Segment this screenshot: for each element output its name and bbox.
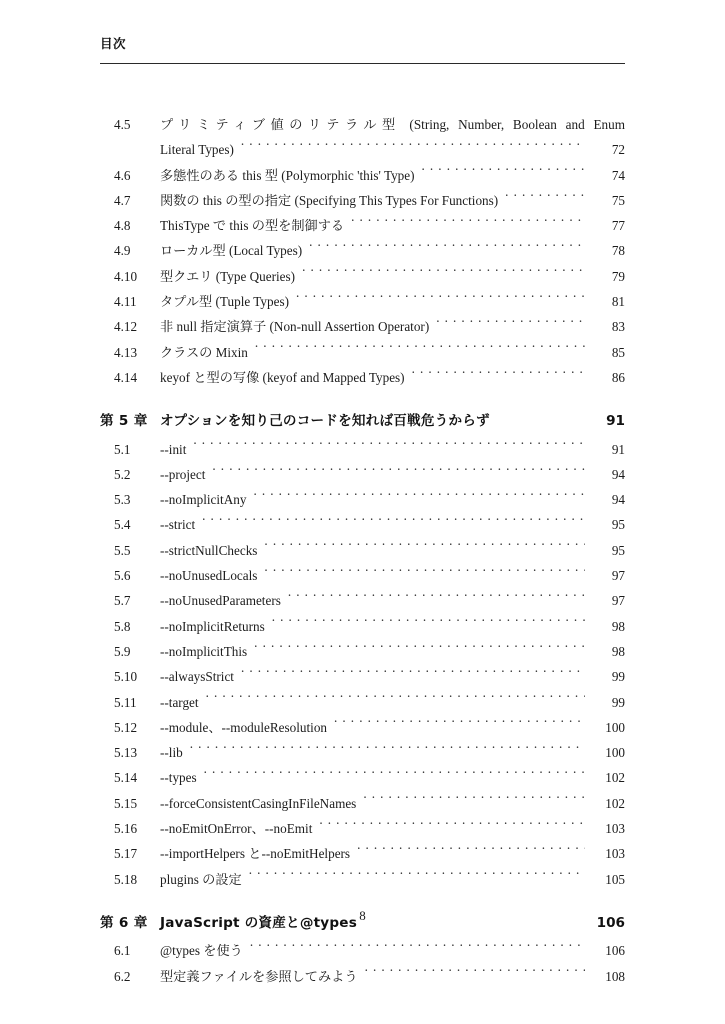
toc-section-entry[interactable]: [100, 664, 625, 689]
section-title: --strictNullChecks: [160, 542, 258, 558]
toc-spacer: [100, 390, 625, 409]
section-number: 5.2: [114, 466, 131, 482]
section-title-wrap: [160, 365, 585, 390]
section-page-number: 77: [611, 218, 625, 234]
section-page-number: 74: [611, 167, 625, 183]
section-title-wrap: [160, 487, 585, 512]
section-title: --noUnusedParameters: [160, 593, 281, 609]
section-title-line-2: [100, 137, 625, 162]
section-page-number: 98: [611, 618, 625, 634]
section-title-wrap: [160, 715, 585, 740]
section-number: 4.7: [114, 192, 131, 208]
chapter-title: オプションを知り己のコードを知れば百戦危うからず: [160, 413, 490, 430]
section-number: 5.7: [114, 593, 131, 609]
section-page-number: 97: [611, 593, 625, 609]
section-page-number: 102: [605, 795, 625, 811]
toc-section-entry[interactable]: [100, 841, 625, 866]
section-page-number: 97: [611, 568, 625, 584]
section-title-wrap: [160, 740, 585, 765]
section-title: クラスの Mixin: [160, 344, 248, 360]
section-title: --types: [160, 770, 197, 786]
section-page-number: 75: [611, 192, 625, 208]
section-page-number: 94: [611, 466, 625, 482]
section-page-number: 86: [611, 369, 625, 385]
dot-leader: [204, 769, 585, 782]
section-title-wrap: [160, 340, 585, 365]
section-title-wrap: [160, 690, 585, 715]
toc-section-entry[interactable]: [100, 512, 625, 537]
dot-leader: [255, 343, 585, 356]
chapter-title: JavaScript の資産と@types: [160, 914, 358, 931]
section-number: 5.1: [114, 441, 131, 457]
section-title-wrap: [160, 512, 585, 537]
section-page-number: 94: [611, 492, 625, 508]
section-page-number: 85: [611, 344, 625, 360]
section-title-wrap: [160, 614, 585, 639]
section-title: 型定義ファイルを参照してみよう: [160, 968, 358, 984]
section-page-number: 99: [611, 694, 625, 710]
section-number: 4.13: [114, 344, 138, 360]
dot-leader: [249, 870, 585, 883]
section-number: 5.11: [114, 694, 137, 710]
chapter-number: 第 6 章: [100, 914, 148, 931]
section-number: 5.5: [114, 542, 131, 558]
toc-chapter-entry[interactable]: [100, 409, 625, 434]
section-page-number: 103: [605, 846, 625, 862]
section-page-number: 102: [605, 770, 625, 786]
section-title: 関数の this の型の指定 (Specifying This Types For Functions): [160, 192, 499, 208]
toc-section-entry[interactable]: [100, 238, 625, 263]
section-title-wrap: [160, 563, 585, 588]
section-title-wrap: [160, 437, 585, 462]
dot-leader: [264, 567, 585, 580]
dot-leader: [206, 693, 585, 706]
section-title-wrap: [160, 841, 585, 866]
section-number: 4.9: [114, 243, 131, 259]
section-number: 5.15: [114, 795, 138, 811]
toc-section-entry[interactable]: [100, 538, 625, 563]
running-header: [100, 38, 625, 68]
section-title: 多態性のある this 型 (Polymorphic 'this' Type): [160, 167, 415, 183]
section-number: 5.8: [114, 618, 131, 634]
section-title: plugins の設定: [160, 871, 242, 887]
chapter-page-number: 91: [606, 413, 625, 430]
dot-leader: [254, 643, 585, 656]
section-title: ローカル型 (Local Types): [160, 243, 303, 259]
section-title-wrap: [160, 816, 585, 841]
section-title: --noImplicitThis: [160, 643, 248, 659]
toc-section-entry[interactable]: [100, 340, 625, 365]
dot-leader: [190, 744, 585, 757]
toc-section-entry[interactable]: [100, 588, 625, 613]
toc-section-entry[interactable]: [100, 365, 625, 390]
section-title-wrap: [160, 163, 585, 188]
section-title: @types を使う: [160, 943, 243, 959]
section-page-number: 91: [611, 441, 625, 457]
dot-leader: [250, 942, 585, 955]
dot-leader: [412, 369, 585, 382]
dot-leader: [422, 166, 585, 179]
toc-section-entry[interactable]: [100, 112, 625, 163]
dot-leader: [351, 217, 585, 230]
section-number: 5.13: [114, 745, 138, 761]
section-title: --target: [160, 694, 199, 710]
section-page-number: 99: [611, 669, 625, 685]
section-number: 4.8: [114, 218, 131, 234]
toc-section-entry[interactable]: [100, 163, 625, 188]
section-title: 型クエリ (Type Queries): [160, 268, 296, 284]
section-title: 非 null 指定演算子 (Non-null Assertion Operator): [160, 319, 430, 335]
section-page-number: 108: [605, 968, 625, 984]
table-of-contents: [100, 112, 625, 989]
dot-leader: [436, 318, 585, 331]
toc-section-entry[interactable]: [100, 264, 625, 289]
section-title-wrap: [160, 238, 585, 263]
section-page-number: 95: [611, 542, 625, 558]
section-title-wrap: [160, 588, 585, 613]
section-number: 5.16: [114, 821, 138, 837]
section-number: 5.10: [114, 669, 138, 685]
dot-leader: [272, 617, 585, 630]
section-title-wrap: [160, 791, 585, 816]
section-page-number: 100: [605, 719, 625, 735]
section-title: --alwaysStrict: [160, 669, 234, 685]
section-title: タプル型 (Tuple Types): [160, 294, 289, 310]
section-number: 5.12: [114, 719, 138, 735]
section-number: 5.3: [114, 492, 131, 508]
section-page-number: 78: [611, 243, 625, 259]
section-number: 5.9: [114, 643, 131, 659]
section-title-wrap: [160, 462, 585, 487]
dot-leader: [319, 820, 585, 833]
section-page-number: 98: [611, 643, 625, 659]
dot-leader: [253, 491, 585, 504]
section-number: 6.1: [114, 943, 131, 959]
section-title-wrap: [160, 765, 585, 790]
dot-leader: [202, 516, 585, 529]
toc-section-entry[interactable]: [100, 563, 625, 588]
section-title-continuation: Literal Types): [160, 142, 234, 158]
section-title: --noImplicitReturns: [160, 618, 265, 634]
section-title: --init: [160, 441, 187, 457]
section-number: 4.6: [114, 167, 131, 183]
section-title-wrap: [160, 213, 585, 238]
page-title: 目次: [100, 36, 127, 51]
header-rule: [100, 63, 625, 64]
dot-leader: [241, 141, 585, 154]
page-footer: [0, 908, 725, 924]
toc-section-entry[interactable]: [100, 938, 625, 963]
section-number: 5.14: [114, 770, 138, 786]
section-page-number: 72: [611, 142, 625, 158]
dot-leader: [302, 268, 585, 281]
toc-section-entry[interactable]: [100, 289, 625, 314]
section-title-wrap: [160, 538, 585, 563]
section-title-wrap: [160, 664, 585, 689]
section-number: 6.2: [114, 968, 131, 984]
dot-leader: [309, 242, 585, 255]
section-title: --noUnusedLocals: [160, 568, 258, 584]
section-page-number: 95: [611, 517, 625, 533]
toc-section-entry[interactable]: [100, 437, 625, 462]
section-title-wrap: [160, 867, 585, 892]
section-number: 4.12: [114, 319, 138, 335]
section-title: --importHelpers と--noEmitHelpers: [160, 846, 351, 862]
section-title-wrap: [160, 938, 585, 963]
section-title: --noImplicitAny: [160, 492, 247, 508]
toc-section-entry[interactable]: [100, 964, 625, 989]
toc-section-entry[interactable]: [100, 765, 625, 790]
dot-leader: [363, 795, 585, 808]
dot-leader: [296, 293, 585, 306]
section-number: 4.14: [114, 369, 138, 385]
toc-section-entry[interactable]: [100, 690, 625, 715]
dot-leader: [264, 542, 585, 555]
toc-section-entry[interactable]: [100, 639, 625, 664]
toc-section-entry[interactable]: [100, 791, 625, 816]
section-title-wrap: [160, 964, 585, 989]
dot-leader: [505, 192, 585, 205]
section-title: プリミティブ値のリテラル型 (String, Number, Boolean and Enum: [160, 117, 625, 132]
section-page-number: 83: [611, 319, 625, 335]
toc-section-entry[interactable]: [100, 213, 625, 238]
toc-section-entry[interactable]: [100, 614, 625, 639]
dot-leader: [212, 466, 585, 479]
section-title: --module、--moduleResolution: [160, 719, 328, 735]
chapter-number: 第 5 章: [100, 413, 148, 430]
section-title: --forceConsistentCasingInFileNames: [160, 795, 357, 811]
section-number: 4.11: [114, 294, 137, 310]
section-number: 4.10: [114, 268, 138, 284]
toc-section-entry[interactable]: [100, 314, 625, 339]
footer-page-number: 8: [359, 908, 366, 923]
toc-section-entry[interactable]: [100, 188, 625, 213]
chapter-page-number: 106: [596, 914, 625, 931]
section-number: 5.4: [114, 517, 131, 533]
section-page-number: 81: [611, 294, 625, 310]
dot-leader: [193, 440, 585, 453]
section-title-wrap: [160, 314, 585, 339]
toc-section-entry[interactable]: [100, 740, 625, 765]
section-title: --noEmitOnError、--noEmit: [160, 821, 313, 837]
section-title: ThisType で this の型を制御する: [160, 218, 345, 234]
section-page-number: 106: [605, 943, 625, 959]
toc-section-entry[interactable]: [100, 867, 625, 892]
section-title-wrap: [160, 264, 585, 289]
section-number: 5.17: [114, 846, 138, 862]
dot-leader: [241, 668, 585, 681]
section-title: --project: [160, 466, 206, 482]
section-page-number: 103: [605, 821, 625, 837]
toc-section-entry[interactable]: [100, 816, 625, 841]
dot-leader: [334, 719, 585, 732]
dot-leader: [288, 592, 585, 605]
toc-section-entry[interactable]: [100, 462, 625, 487]
toc-section-entry[interactable]: [100, 487, 625, 512]
section-title-wrap: [160, 289, 585, 314]
section-title-line-1: [100, 112, 625, 137]
section-number: 5.18: [114, 871, 138, 887]
section-page-number: 79: [611, 268, 625, 284]
section-title-wrap: [160, 188, 585, 213]
section-title-wrap: [160, 639, 585, 664]
section-number: 5.6: [114, 568, 131, 584]
section-title: --lib: [160, 745, 183, 761]
section-page-number: 100: [605, 745, 625, 761]
section-page-number: 105: [605, 871, 625, 887]
toc-section-entry[interactable]: [100, 715, 625, 740]
dot-leader: [365, 967, 585, 980]
section-number: 4.5: [114, 117, 131, 132]
section-title: --strict: [160, 517, 196, 533]
section-title: keyof と型の写像 (keyof and Mapped Types): [160, 369, 405, 385]
dot-leader: [357, 845, 585, 858]
